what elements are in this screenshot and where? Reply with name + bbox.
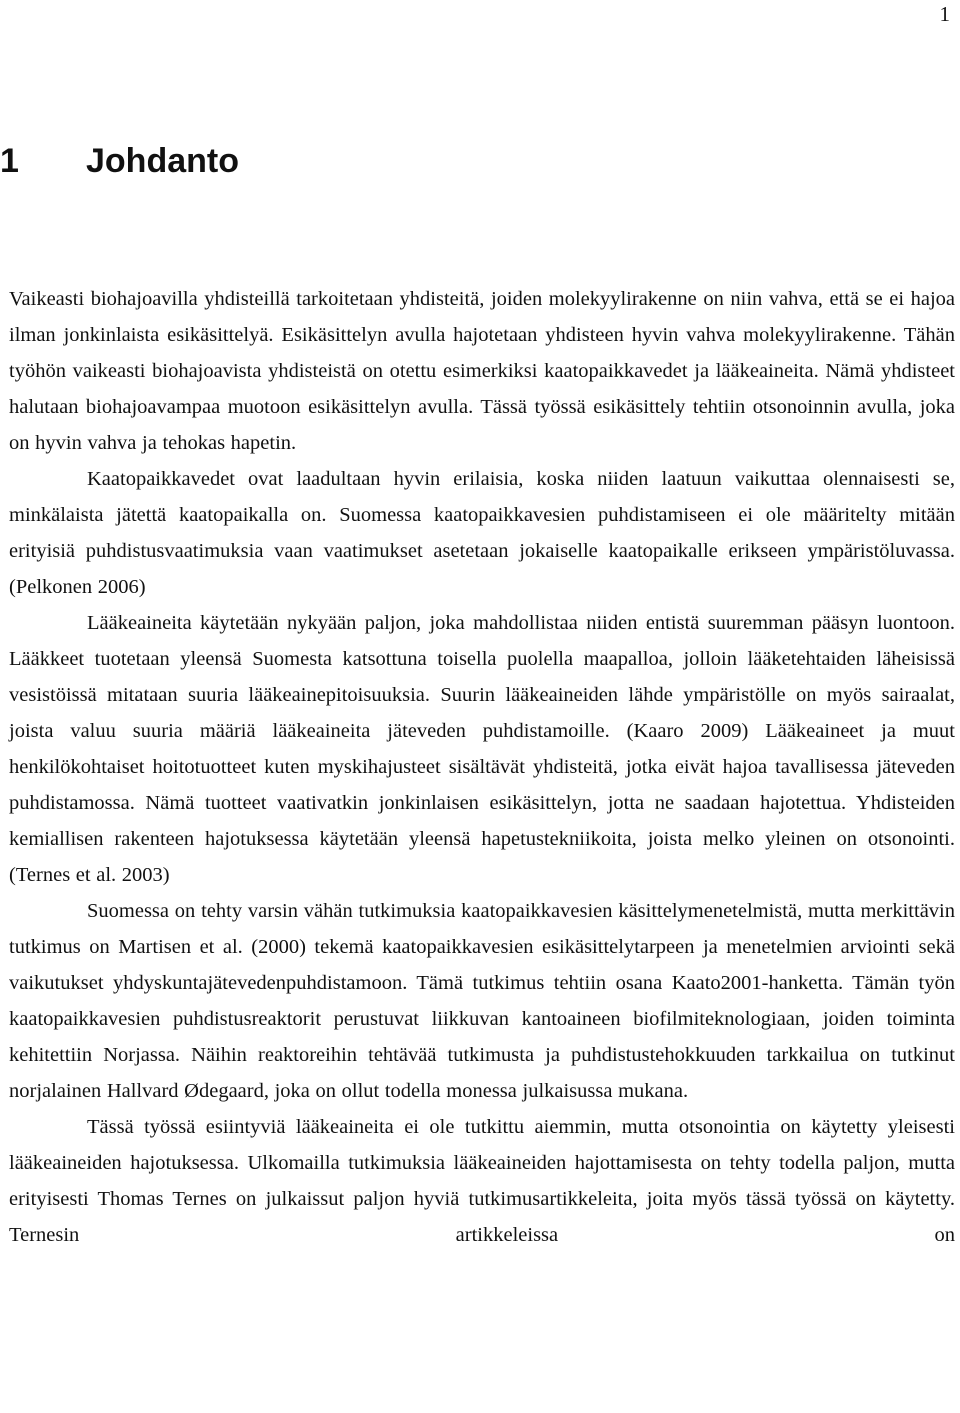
page-number: 1 xyxy=(939,2,950,26)
chapter-title: Johdanto xyxy=(86,142,239,180)
paragraph-intro: Vaikeasti biohajoavilla yhdisteillä tarkoitetaan yhdisteitä, joiden molekyylirakenne on niin vahva, että se ei hajoa ilman jonkinlaista esikäsittelyä. Esikäsittelyn avulla hajotetaan yhdisteen hyvin vahva molekyylirakenne. Tähän työhön vaikeasti biohajoavista yhdisteistä on otettu esimerkiksi kaatopaikkavedet ja lääkeaineita. Nämä yhdisteet halutaan biohajoavampaa muotoon esikäsittelyn avulla. Tässä työssä esikäsittely tehtiin otsonoinnin avulla, joka on hyvin vahva ja tehokas hapetin. xyxy=(9,288,955,454)
body-text xyxy=(9,281,955,1253)
paragraph-ozonation-research: Tässä työssä esiintyviä lääkeaineita ei ole tutkittu aiemmin, mutta otsonointia on käytetty yleisesti lääkeaineiden hajotuksessa. Ulkomailla tutkimuksia lääkeaineiden hajottamisesta on tehty todella paljon, mutta erityisesti Thomas Ternes on julkaissut paljon hyviä tutkimusartikkeleita, joita myös tässä työssä on käytetty. Ternesin artikkeleissa on xyxy=(9,1116,955,1246)
paragraph-landfill-water: Kaatopaikkavedet ovat laadultaan hyvin erilaisia, koska niiden laatuun vaikuttaa olennaisesti se, minkälaista jätettä kaatopaikalla on. Suomessa kaatopaikkavesien puhdistamiseen ei ole määritelty mitään erityisiä puhdistusvaatimuksia vaan vaatimukset asetetaan jokaiselle kaatopaikalle erikseen ympäristöluvassa. (Pelkonen 2006) xyxy=(9,468,955,598)
paragraph-research-finland: Suomessa on tehty varsin vähän tutkimuksia kaatopaikkavesien käsittelymenetelmistä, mutta merkittävin tutkimus on Martisen et al. (2000) tekemä kaatopaikkavesien esikäsittelytarpeen ja menetelmien arviointi sekä vaikutukset yhdyskuntajätevedenpuhdistamoon. Tämä tutkimus tehtiin osana Kaato2001-hanketta. Tämän työn kaatopaikkavesien puhdistusreaktorit perustuvat liikkuvan kantoaineen biofilmiteknologiaan, joiden toiminta kehitettiin Norjassa. Näihin reaktoreihin tehtävää tutkimusta ja puhdistustehokkuuden tarkkailua on tutkinut norjalainen Hallvard Ødegaard, joka on ollut todella monessa julkaisussa mukana. xyxy=(9,900,955,1102)
paragraph-pharmaceuticals: Lääkeaineita käytetään nykyään paljon, joka mahdollistaa niiden entistä suuremman pääsyn luontoon. Lääkkeet tuotetaan yleensä Suomesta katsottuna toisella puolella maapalloa, jolloin lääketehtaiden läheisissä vesistöissä mitataan suuria lääkeainepitoisuuksia. Suurin lääkeaineiden lähde ympäristölle on myös sairaalat, joista valuu suuria määriä lääkeaineita jäteveden puhdistamoille. (Kaaro 2009) Lääkeaineet ja muut henkilökohtaiset hoitotuotteet kuten myskihajusteet sisältävät yhdisteitä, jotka eivät hajoa tavallisessa jäteveden puhdistamossa. Nämä tuotteet vaativatkin jonkinlaisen esikäsittelyn, jotta ne saadaan hajotettua. Yhdisteiden kemiallisen rakenteen hajotuksessa käytetään yleensä hapetustekniikoita, joista melko yleinen on otsonointi. (Ternes et al. 2003) xyxy=(9,612,955,886)
chapter-number: 1 xyxy=(0,142,19,180)
chapter-heading xyxy=(0,141,239,181)
